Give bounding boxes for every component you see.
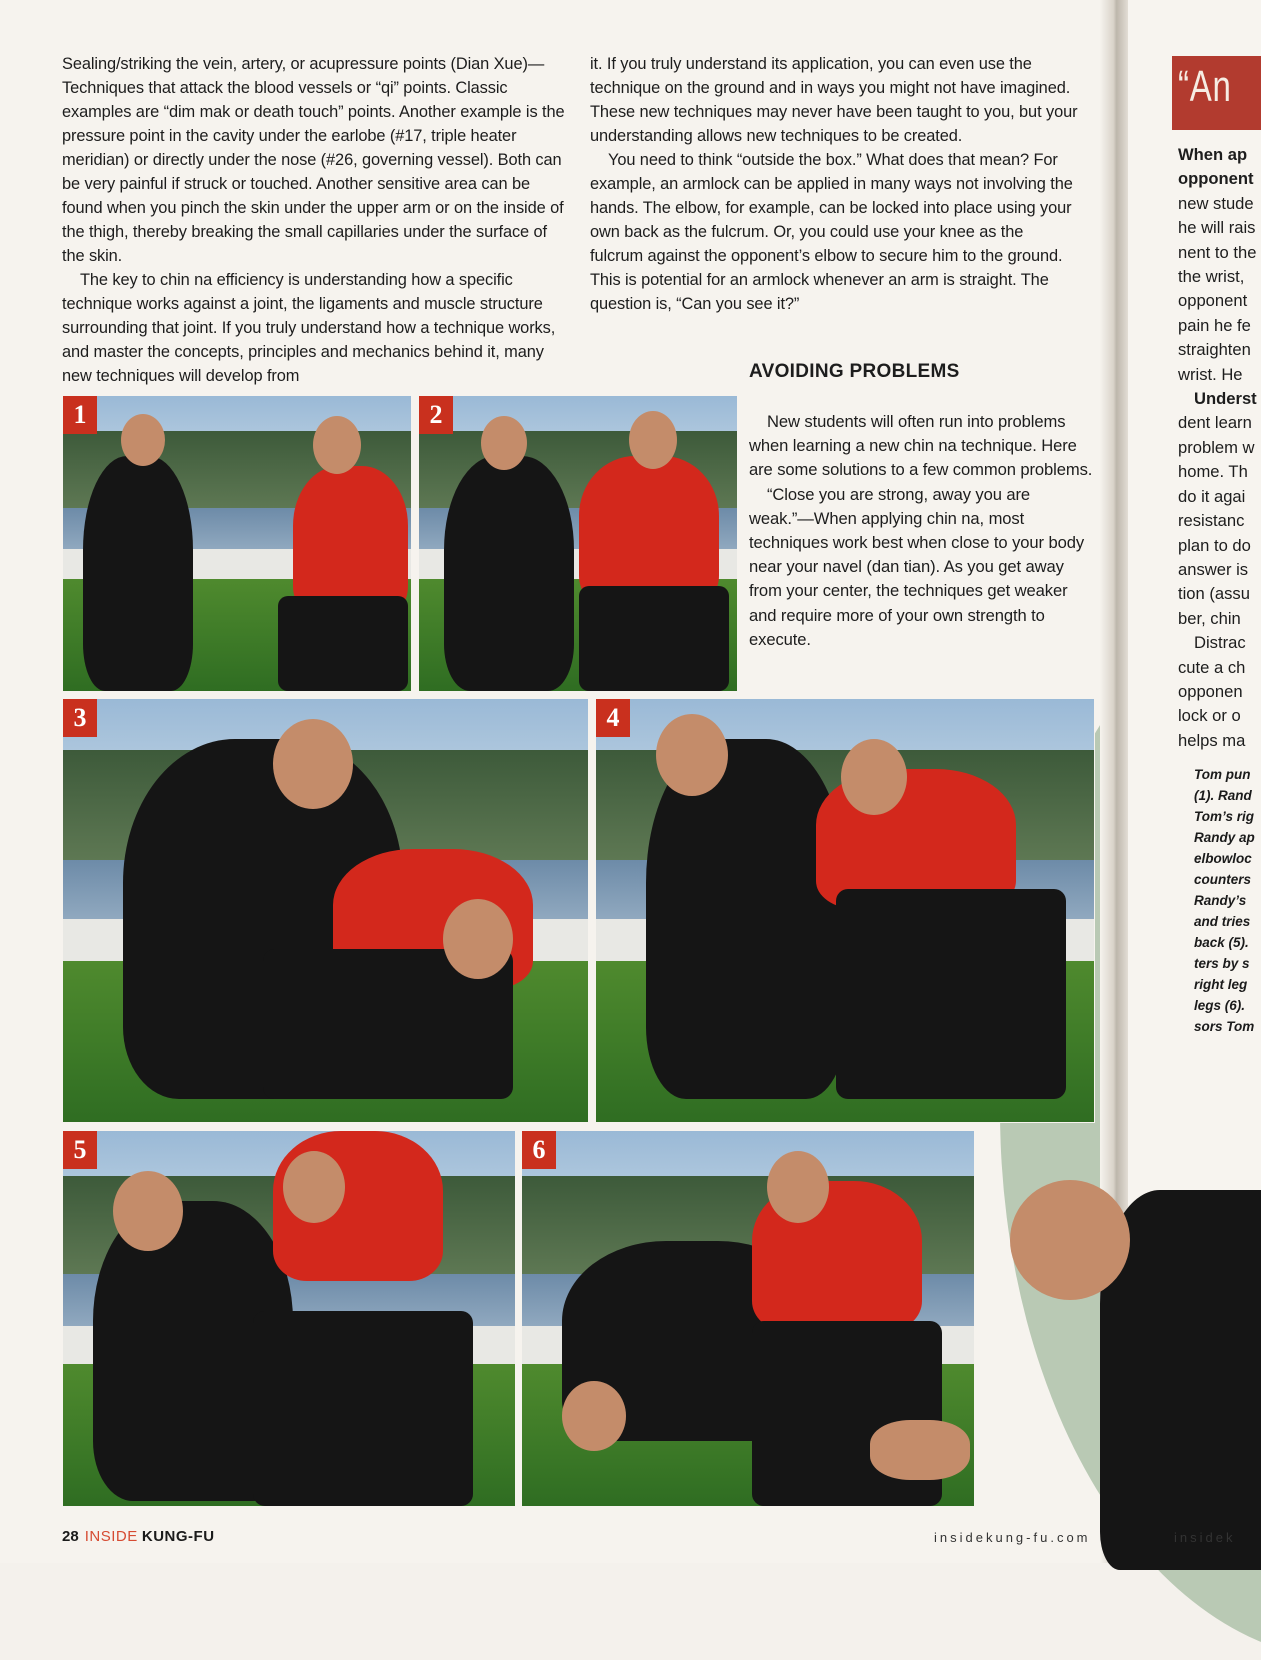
rp-line: home. Th xyxy=(1178,462,1248,482)
rp-line: tion (assu xyxy=(1178,584,1250,604)
rp-line: When ap xyxy=(1178,145,1248,164)
rp-line: answer is xyxy=(1178,559,1249,579)
caption-line: right leg xyxy=(1194,977,1248,992)
paragraph-lead: Sealing/striking the vein, artery, or acupressure points (Dian Xue) xyxy=(62,55,528,73)
photo-1 xyxy=(62,395,412,692)
right-page-footer: insidek xyxy=(1174,1530,1236,1545)
rp-line: straighten xyxy=(1178,340,1251,360)
photo-number-badge: 3 xyxy=(63,699,97,737)
rp-line: opponent xyxy=(1178,169,1254,189)
fighter-red-pants xyxy=(278,596,408,691)
text-column-3 xyxy=(749,410,1094,652)
page-number: 28 xyxy=(62,1528,79,1545)
fighter-black xyxy=(444,456,574,691)
fighter-head xyxy=(313,416,361,474)
rp-line: Distrac xyxy=(1194,633,1246,653)
rp-line: ber, chin xyxy=(1178,608,1241,628)
rp-line: Underst xyxy=(1194,389,1257,409)
photo-2 xyxy=(418,395,738,692)
fighter-head xyxy=(656,714,728,796)
fighter-head xyxy=(113,1171,183,1251)
photo-number-badge: 5 xyxy=(63,1131,97,1169)
section-heading: AVOIDING PROBLEMS xyxy=(749,361,960,382)
rp-line: helps ma xyxy=(1178,730,1246,750)
photo-number-badge: 1 xyxy=(63,396,97,434)
rp-line: opponen xyxy=(1178,681,1243,701)
paragraph-dian-xue xyxy=(62,52,567,268)
photo-5 xyxy=(62,1130,516,1507)
fighter-red xyxy=(293,466,408,616)
rp-line: new stude xyxy=(1178,193,1254,213)
fighter-hand xyxy=(870,1420,970,1480)
fighter-black xyxy=(83,456,193,691)
fighter-red-pants xyxy=(253,1311,473,1506)
caption-line: counters xyxy=(1194,872,1252,887)
caption-line: back (5). xyxy=(1194,935,1249,950)
fighter-head xyxy=(273,719,353,809)
fighter-head xyxy=(629,411,677,469)
caption-line: (1). Rand xyxy=(1194,788,1252,803)
magazine-inside: INSIDE xyxy=(84,1528,138,1545)
magazine-kung-fu: KUNG-FU xyxy=(141,1528,215,1545)
right-page-text xyxy=(1178,143,1261,753)
rp-line: the wrist, xyxy=(1178,267,1245,287)
paragraph-application: it. If you truly understand its application, you can even use the technique on the ground and in ways you might not have imagined. These new techniques may never have been taught to you, but your understanding allows new techniques to be created. xyxy=(590,55,1078,145)
rp-line: resistanc xyxy=(1178,511,1245,531)
caption-line: Randy’s xyxy=(1194,893,1247,908)
fighter-head xyxy=(443,899,513,979)
fighter-head xyxy=(283,1151,345,1223)
fighter-head xyxy=(121,414,165,466)
fighter-red-pants xyxy=(579,586,729,691)
fighter-black xyxy=(646,739,846,1099)
large-fighter-photo xyxy=(990,1160,1261,1570)
rp-line: wrist. He xyxy=(1178,364,1243,384)
rp-line: lock or o xyxy=(1178,706,1241,726)
fighter-red-pants xyxy=(836,889,1066,1099)
paragraph-close-strong: “Close you are strong, away you are weak.”—When applying chin na, most techniques work best when close to your body near your navel (dan tian). As you get away from your center, the techniques get weaker and require more of your own strength to execute. xyxy=(749,484,1085,649)
photo-3 xyxy=(62,698,589,1123)
right-page-title: “An xyxy=(1178,62,1232,111)
caption-line: elbowloc xyxy=(1194,851,1252,866)
photo-4 xyxy=(595,698,1095,1123)
rp-line: opponent xyxy=(1178,291,1248,311)
text-column-2 xyxy=(590,52,1080,316)
rp-line: nent to the xyxy=(1178,242,1257,262)
caption-line: sors Tom xyxy=(1194,1019,1255,1034)
fighter-red xyxy=(579,456,719,606)
caption-line: and tries xyxy=(1194,914,1251,929)
paragraph-body: —Techniques that attack the blood vessels or “qi” points. Classic examples are “dim mak or death touch” points. Another example is the pressure point in the cavity under the earlobe (#17, triple heater meridian) or directly under the nose (#26, governing vessel). Both can be very painful if struck or touched. Another sensitive area can be found when you pinch the skin under the upper arm or on the inside of the thigh, thereby breaking the small capillaries under the surface of the skin. xyxy=(62,55,565,265)
rp-line: problem w xyxy=(1178,437,1255,457)
caption-line: legs (6). xyxy=(1194,998,1246,1013)
photo-number-badge: 2 xyxy=(419,396,453,434)
paragraph-new-students: New students will often run into problems when learning a new chin na technique. Here are some solutions to a few common problems. xyxy=(749,412,1093,480)
paragraph-outside-box: You need to think “outside the box.” What does that mean? For example, an armlock can be applied in many ways not involving the hands. The elbow, for example, can be locked into place using your own back as the fulcrum. Or, you could use your knee as the fulcrum against the opponent’s elbow to secure him to the ground. This is potential for an armlock whenever an arm is straight. The question is, “Can you see it?” xyxy=(590,151,1073,313)
fighter-head xyxy=(1010,1180,1130,1300)
rp-line: pain he fe xyxy=(1178,315,1251,335)
fighter-head xyxy=(767,1151,829,1223)
rp-line: do it agai xyxy=(1178,486,1246,506)
rp-line: plan to do xyxy=(1178,535,1251,555)
rp-line: dent learn xyxy=(1178,413,1252,433)
page-footer-left xyxy=(62,1528,215,1545)
text-column-1 xyxy=(62,52,567,388)
caption-line: ters by s xyxy=(1194,956,1250,971)
caption-line: Randy ap xyxy=(1194,830,1255,845)
fighter-head xyxy=(562,1381,626,1451)
fighter-head xyxy=(481,416,527,470)
caption-line: Tom pun xyxy=(1194,767,1251,782)
rp-line: cute a ch xyxy=(1178,657,1246,677)
caption-line: Tom’s rig xyxy=(1194,809,1255,824)
photo-number-badge: 4 xyxy=(596,699,630,737)
photo-number-badge: 6 xyxy=(522,1131,556,1169)
photo-caption xyxy=(1194,764,1261,1037)
rp-line: he will rais xyxy=(1178,218,1256,238)
paragraph-key-efficiency: The key to chin na efficiency is understanding how a specific technique works against a joint, the ligaments and muscle structure surrounding that joint. If you truly understand how a technique works, and master the concepts, principles and mechanics behind it, many new techniques will develop from xyxy=(62,271,556,385)
website-url: insidekung-fu.com xyxy=(934,1530,1091,1545)
fighter-head xyxy=(841,739,907,815)
